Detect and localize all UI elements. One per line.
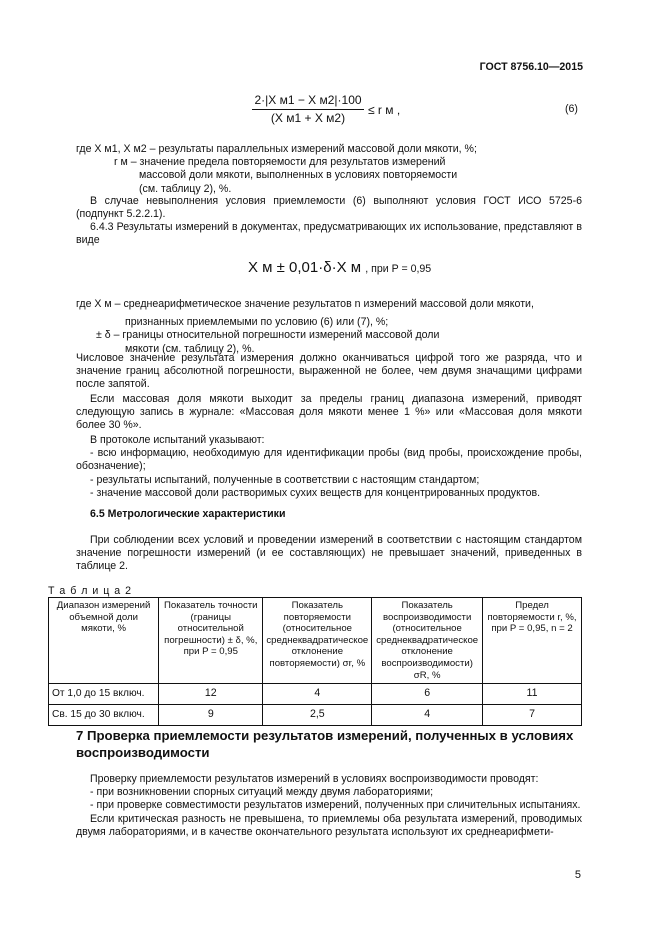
fraction-bar xyxy=(252,109,364,110)
where-block-2 xyxy=(76,298,582,356)
table-header-cell: Показатель точности (границы относительной погрешности) ± δ, %, при P = 0,95 xyxy=(159,598,263,684)
section-7-p2: - при возникновении спорных ситуаций между двумя лабораториями; xyxy=(90,786,434,799)
paragraph-6-4-3: 6.4.3 Результаты измерений в документах, предусматривающих их использование, представляют в виде xyxy=(76,221,582,247)
formula-6-rhs: ≤ r м , xyxy=(368,103,401,117)
formula-result-condition: , при P = 0,95 xyxy=(365,263,432,275)
paragraph-fail-condition: В случае невыполнения условия приемлемости (6) выполняют условия ГОСТ ИСО 5725-6 (подпункт 5.2.2.1). xyxy=(76,195,582,221)
section-7-body xyxy=(76,773,582,839)
section-7-p1: Проверку приемлемости результатов измерений в условиях воспроизводимости проводят: xyxy=(90,773,539,785)
formula-result xyxy=(248,261,431,276)
table-header-cell: Показатель воспроизводимости (относительное среднеквадратическое отклонение воспроизводимости) σR, % xyxy=(372,598,483,684)
section-6-5-title: 6.5 Метрологические характеристики xyxy=(90,508,286,520)
table-cell: 7 xyxy=(483,705,582,726)
section-7-p3: - при проверке совместимости результатов измерений, полученных при сличительных испытаниях. xyxy=(90,799,581,812)
section-7-title: 7 Проверка приемлемости результатов измерений, полученных в условиях воспроизводимости xyxy=(76,728,574,760)
where-1-line-4: (см. таблицу 2), %. xyxy=(139,182,232,195)
table-2-caption: Т а б л и ц а 2 xyxy=(48,585,132,597)
where-2-line-4: мякоти (см. таблицу 2), %. xyxy=(125,342,255,355)
document-code: ГОСТ 8756.10—2015 xyxy=(479,61,583,73)
section-6-5-text: При соблюдении всех условий и проведении измерений в соответствии с настоящим стандартом значение погрешности измерений (и ее составляющих) не превышает значений, приведенных в таблице 2. xyxy=(76,534,582,573)
table-cell: 2,5 xyxy=(263,705,372,726)
table-cell: 6 xyxy=(372,684,483,705)
paragraph-numeric-value: Числовое значение результата измерения должно оканчиваться цифрой того же разряда, что и значение границ абсолютной погрешности, выраженной не более, чем двумя значащими цифрами после запятой. xyxy=(76,352,582,391)
table-cell: 4 xyxy=(263,684,372,705)
formula-6-numerator: 2·|X м1 − X м2|·100 xyxy=(254,93,362,107)
table-header-cell: Диапазон измерений объемной доли мякоти, % xyxy=(49,598,159,684)
table-row xyxy=(49,705,582,726)
formula-6-denominator: (X м1 + X м2) xyxy=(270,111,346,126)
where-2-line-3: ± δ – границы относительной погрешности измерений массовой доли xyxy=(96,329,440,342)
table-row xyxy=(49,684,582,705)
table-cell: 9 xyxy=(159,705,263,726)
formula-result-main: X м ± 0,01·δ·X м xyxy=(248,259,362,276)
where-2-line-1: где X м – среднеарифметическое значение результатов n измерений массовой доли мякоти, xyxy=(76,298,534,310)
protocol-intro: В протоколе испытаний указывают: xyxy=(90,434,265,446)
formula-6-fraction xyxy=(252,94,364,125)
where-1-line-1: где X м1, X м2 – результаты параллельных измерений массовой доли мякоти, %; xyxy=(76,143,477,155)
where-block-1 xyxy=(76,143,582,196)
table-header-cell: Показатель повторяемости (относительное среднеквадратическое отклонение повторяемости) σr, % xyxy=(263,598,372,684)
protocol-block xyxy=(76,434,582,500)
table-2 xyxy=(48,597,582,726)
protocol-item-2: - результаты испытаний, полученные в соответствии с настоящим стандартом; xyxy=(90,473,480,486)
table-header-row xyxy=(49,598,582,684)
protocol-item-3: - значение массовой доли растворимых сухих веществ для концентрированных продуктов. xyxy=(90,486,541,499)
page-number: 5 xyxy=(574,869,581,881)
table-header-cell: Предел повторяемости r, %, при P = 0,95, n = 2 xyxy=(483,598,582,684)
table-cell: Св. 15 до 30 включ. xyxy=(49,705,159,726)
where-1-line-2: r м – значение предела повторяемости для результатов измерений xyxy=(114,156,446,169)
paragraph-out-of-range: Если массовая доля мякоти выходит за пределы границ диапазона измерений, приводят следующую запись в журнале: «Массовая доля мякоти менее 1 %» или «Массовая доля мякоти более 30 %». xyxy=(76,393,582,432)
formula-6-number: (6) xyxy=(565,103,578,115)
where-1-line-3: массовой доли мякоти, выполненных в условиях повторяемости xyxy=(139,169,458,182)
protocol-item-1: - всю информацию, необходимую для идентификации пробы (вид пробы, происхождение пробы, обозначение); xyxy=(76,447,582,473)
where-2-line-2: признанных приемлемыми по условию (6) или (7), %; xyxy=(125,315,389,328)
table-cell: 4 xyxy=(372,705,483,726)
table-cell: 12 xyxy=(159,684,263,705)
table-cell: От 1,0 до 15 включ. xyxy=(49,684,159,705)
section-7-p4: Если критическая разность не превышена, то приемлемы оба результата измерений, проводимых двумя лабораториями, и в качестве окончательного результата используют их среднеарифмети- xyxy=(76,812,582,838)
table-cell: 11 xyxy=(483,684,582,705)
